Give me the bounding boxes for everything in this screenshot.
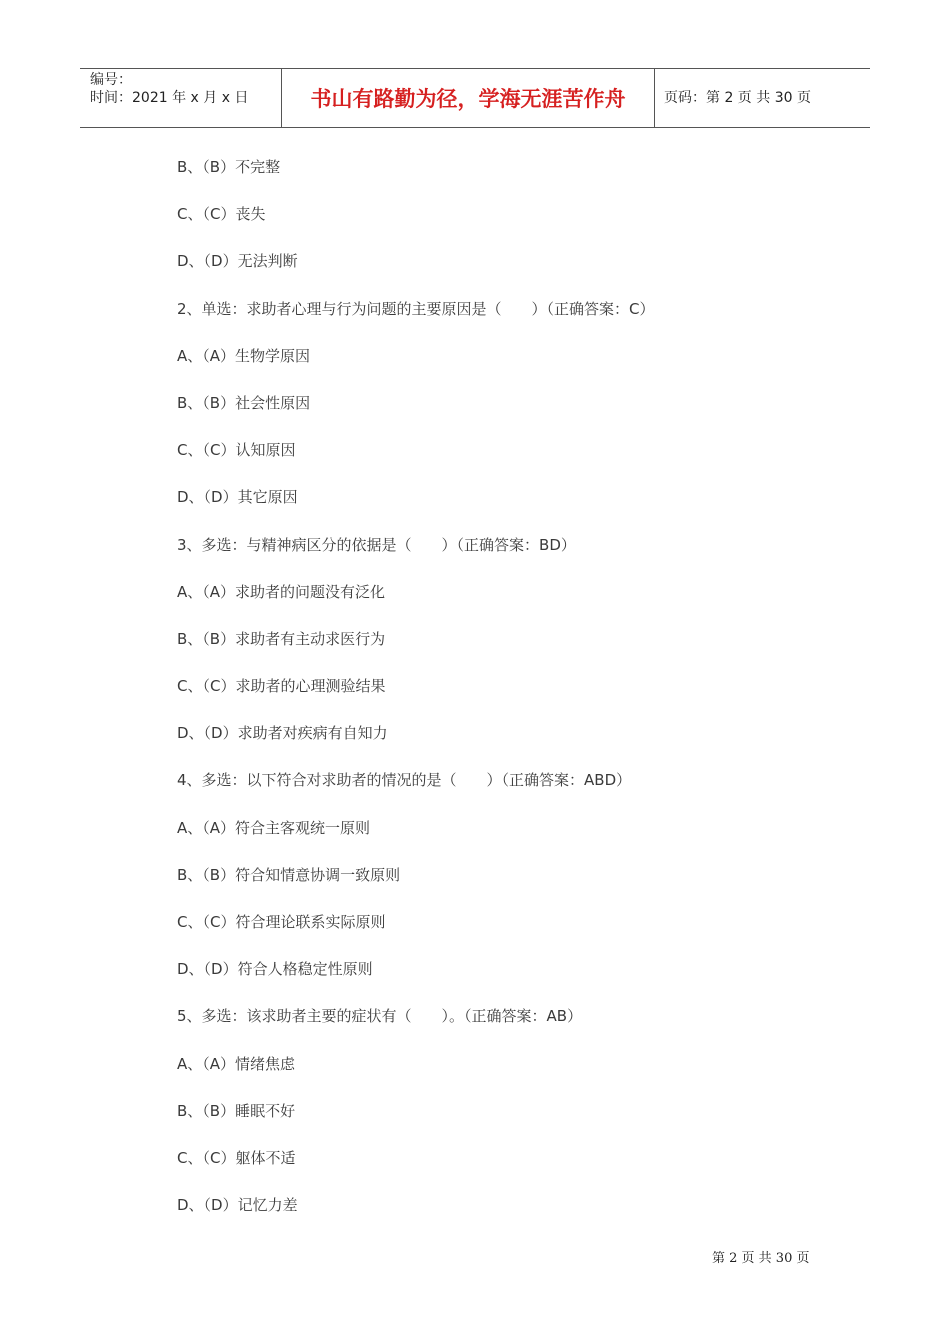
option-line: D、（D）其它原因 bbox=[177, 488, 298, 507]
option-line: D、（D）符合人格稳定性原则 bbox=[177, 960, 373, 979]
question-line: 4、多选：以下符合对求助者的情况的是（ ）（正确答案：ABD） bbox=[177, 771, 632, 790]
header-motto: 书山有路勤为径，学海无涯苦作舟 bbox=[310, 86, 626, 111]
question-line: 2、单选：求助者心理与行为问题的主要原因是（ ）（正确答案：C） bbox=[177, 299, 655, 318]
document-date: 时间：2021 年 x 月 x 日 bbox=[90, 90, 249, 106]
option-line: C、（C）躯体不适 bbox=[177, 1148, 296, 1167]
page-header bbox=[80, 68, 870, 128]
option-line: D、（D）无法判断 bbox=[177, 252, 298, 271]
option-line: C、（C）求助者的心理测验结果 bbox=[177, 677, 386, 696]
option-line: B、（B）符合知情意协调一致原则 bbox=[177, 865, 401, 884]
question-line: 5、多选：该求助者主要的症状有（ ）。（正确答案：AB） bbox=[177, 1007, 583, 1026]
question-list bbox=[177, 144, 857, 1229]
option-line: A、（A）生物学原因 bbox=[177, 346, 311, 365]
header-page-info: 页码：第 2 页 共 30 页 bbox=[664, 90, 811, 106]
option-line: C、（C）认知原因 bbox=[177, 441, 296, 460]
header-divider-right bbox=[654, 69, 655, 128]
option-line: B、（B）求助者有主动求医行为 bbox=[177, 629, 386, 648]
document-id-label: 编号： bbox=[90, 72, 132, 88]
option-line: C、（C）丧失 bbox=[177, 205, 266, 224]
page-footer: 第 2 页 共 30 页 bbox=[712, 1251, 810, 1266]
option-line: B、（B）社会性原因 bbox=[177, 393, 311, 412]
option-line: B、（B）不完整 bbox=[177, 158, 281, 176]
option-line: A、（A）情绪焦虑 bbox=[177, 1054, 296, 1073]
option-line: D、（D）记忆力差 bbox=[177, 1196, 298, 1215]
option-line: D、（D）求助者对疾病有自知力 bbox=[177, 724, 388, 743]
header-meta bbox=[90, 71, 285, 107]
option-line: C、（C）符合理论联系实际原则 bbox=[177, 913, 386, 931]
question-line: 3、多选：与精神病区分的依据是（ ）（正确答案：BD） bbox=[177, 535, 576, 554]
option-line: B、（B）睡眠不好 bbox=[177, 1101, 296, 1120]
option-line: A、（A）符合主客观统一原则 bbox=[177, 818, 371, 837]
option-line: A、（A）求助者的问题没有泛化 bbox=[177, 582, 386, 601]
